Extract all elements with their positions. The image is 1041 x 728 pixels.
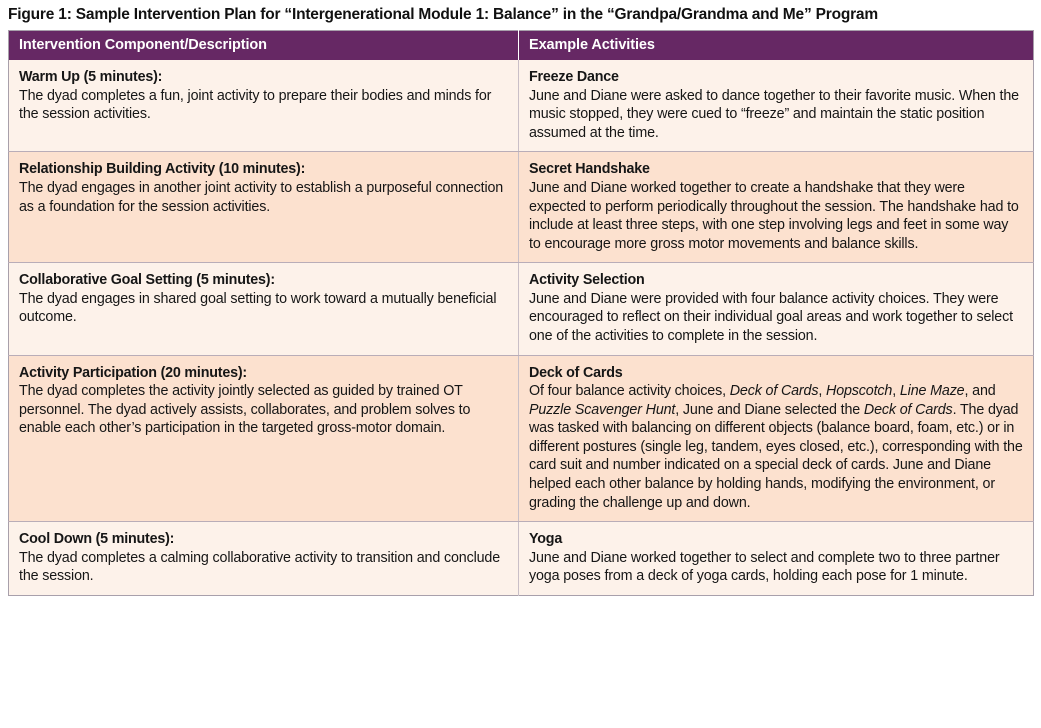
intervention-plan-table	[8, 30, 1034, 596]
activity-description: June and Diane were provided with four balance activity choices. They were encouraged to reflect on their individual goal areas and work together to select one of the activities to complete in the session.	[529, 290, 1013, 344]
cell-example-activity	[519, 263, 1034, 355]
cell-example-activity	[519, 152, 1034, 263]
table-row	[9, 355, 1034, 522]
activity-description: Of four balance activity choices, Deck of Cards, Hopscotch, Line Maze, and Puzzle Scavenger Hunt, June and Diane selected the Deck of Cards. The dyad was tasked with balancing on different objects (balance board, foam, etc.) or in different postures (single leg, tandem, eyes closed, etc.), corresponding with the card suit and number indicated on a special deck of cards. June and Diane helped each other balance by holding hands, modifying the environment, or grading the challenge up and down.	[529, 383, 1023, 511]
table-header	[9, 31, 1034, 61]
component-heading: Relationship Building Activity (10 minutes):	[19, 161, 306, 178]
cell-intervention-component	[9, 355, 519, 522]
table-row	[9, 263, 1034, 355]
cell-intervention-component	[9, 152, 519, 263]
activity-heading: Yoga	[529, 531, 563, 548]
activity-description: June and Diane were asked to dance together to their favorite music. When the music stopped, they were cued to “freeze” and maintain the static position assumed at the time.	[529, 87, 1019, 141]
table-body	[9, 60, 1034, 595]
column-header-example-activities: Example Activities	[519, 31, 1034, 61]
component-description: The dyad completes the activity jointly selected as guided by trained OT personnel. The dyad actively assists, collaborates, and problem solves to enable each other’s participation in the targeted gross-motor domain.	[19, 383, 471, 437]
activity-heading: Freeze Dance	[529, 69, 619, 86]
activity-heading: Secret Handshake	[529, 161, 650, 178]
column-header-intervention-component: Intervention Component/Description	[9, 31, 519, 61]
component-heading: Collaborative Goal Setting (5 minutes):	[19, 272, 275, 289]
cell-intervention-component	[9, 263, 519, 355]
component-description: The dyad completes a fun, joint activity to prepare their bodies and minds for the session activities.	[19, 87, 492, 123]
activity-description: June and Diane worked together to create a handshake that they were expected to perform periodically throughout the session. The handshake had to include at least three steps, with one step involving legs and feet in some way to encourage more gross motor movements and balance skills.	[529, 179, 1019, 252]
table-row	[9, 60, 1034, 152]
activity-heading: Deck of Cards	[529, 364, 623, 381]
activity-description: June and Diane worked together to select and complete two to three partner yoga poses from a deck of yoga cards, holding each pose for 1 minute.	[529, 549, 1000, 585]
activity-heading: Activity Selection	[529, 272, 645, 289]
figure-title: Figure 1: Sample Intervention Plan for “Intergenerational Module 1: Balance” in the “Grandpa/Grandma and Me” Program	[8, 6, 878, 23]
component-heading: Warm Up (5 minutes):	[19, 69, 163, 86]
cell-intervention-component	[9, 60, 519, 152]
table-row	[9, 522, 1034, 596]
cell-intervention-component	[9, 522, 519, 596]
component-description: The dyad engages in shared goal setting to work toward a mutually beneficial outcome.	[19, 290, 497, 326]
table-row	[9, 152, 1034, 263]
component-heading: Cool Down (5 minutes):	[19, 531, 175, 548]
cell-example-activity	[519, 522, 1034, 596]
cell-example-activity	[519, 60, 1034, 152]
component-heading: Activity Participation (20 minutes):	[19, 364, 247, 381]
component-description: The dyad engages in another joint activity to establish a purposeful connection as a foundation for the session activities.	[19, 179, 504, 215]
cell-example-activity	[519, 355, 1034, 522]
component-description: The dyad completes a calming collaborative activity to transition and conclude the session.	[19, 549, 501, 585]
table-header-row	[9, 31, 1034, 61]
